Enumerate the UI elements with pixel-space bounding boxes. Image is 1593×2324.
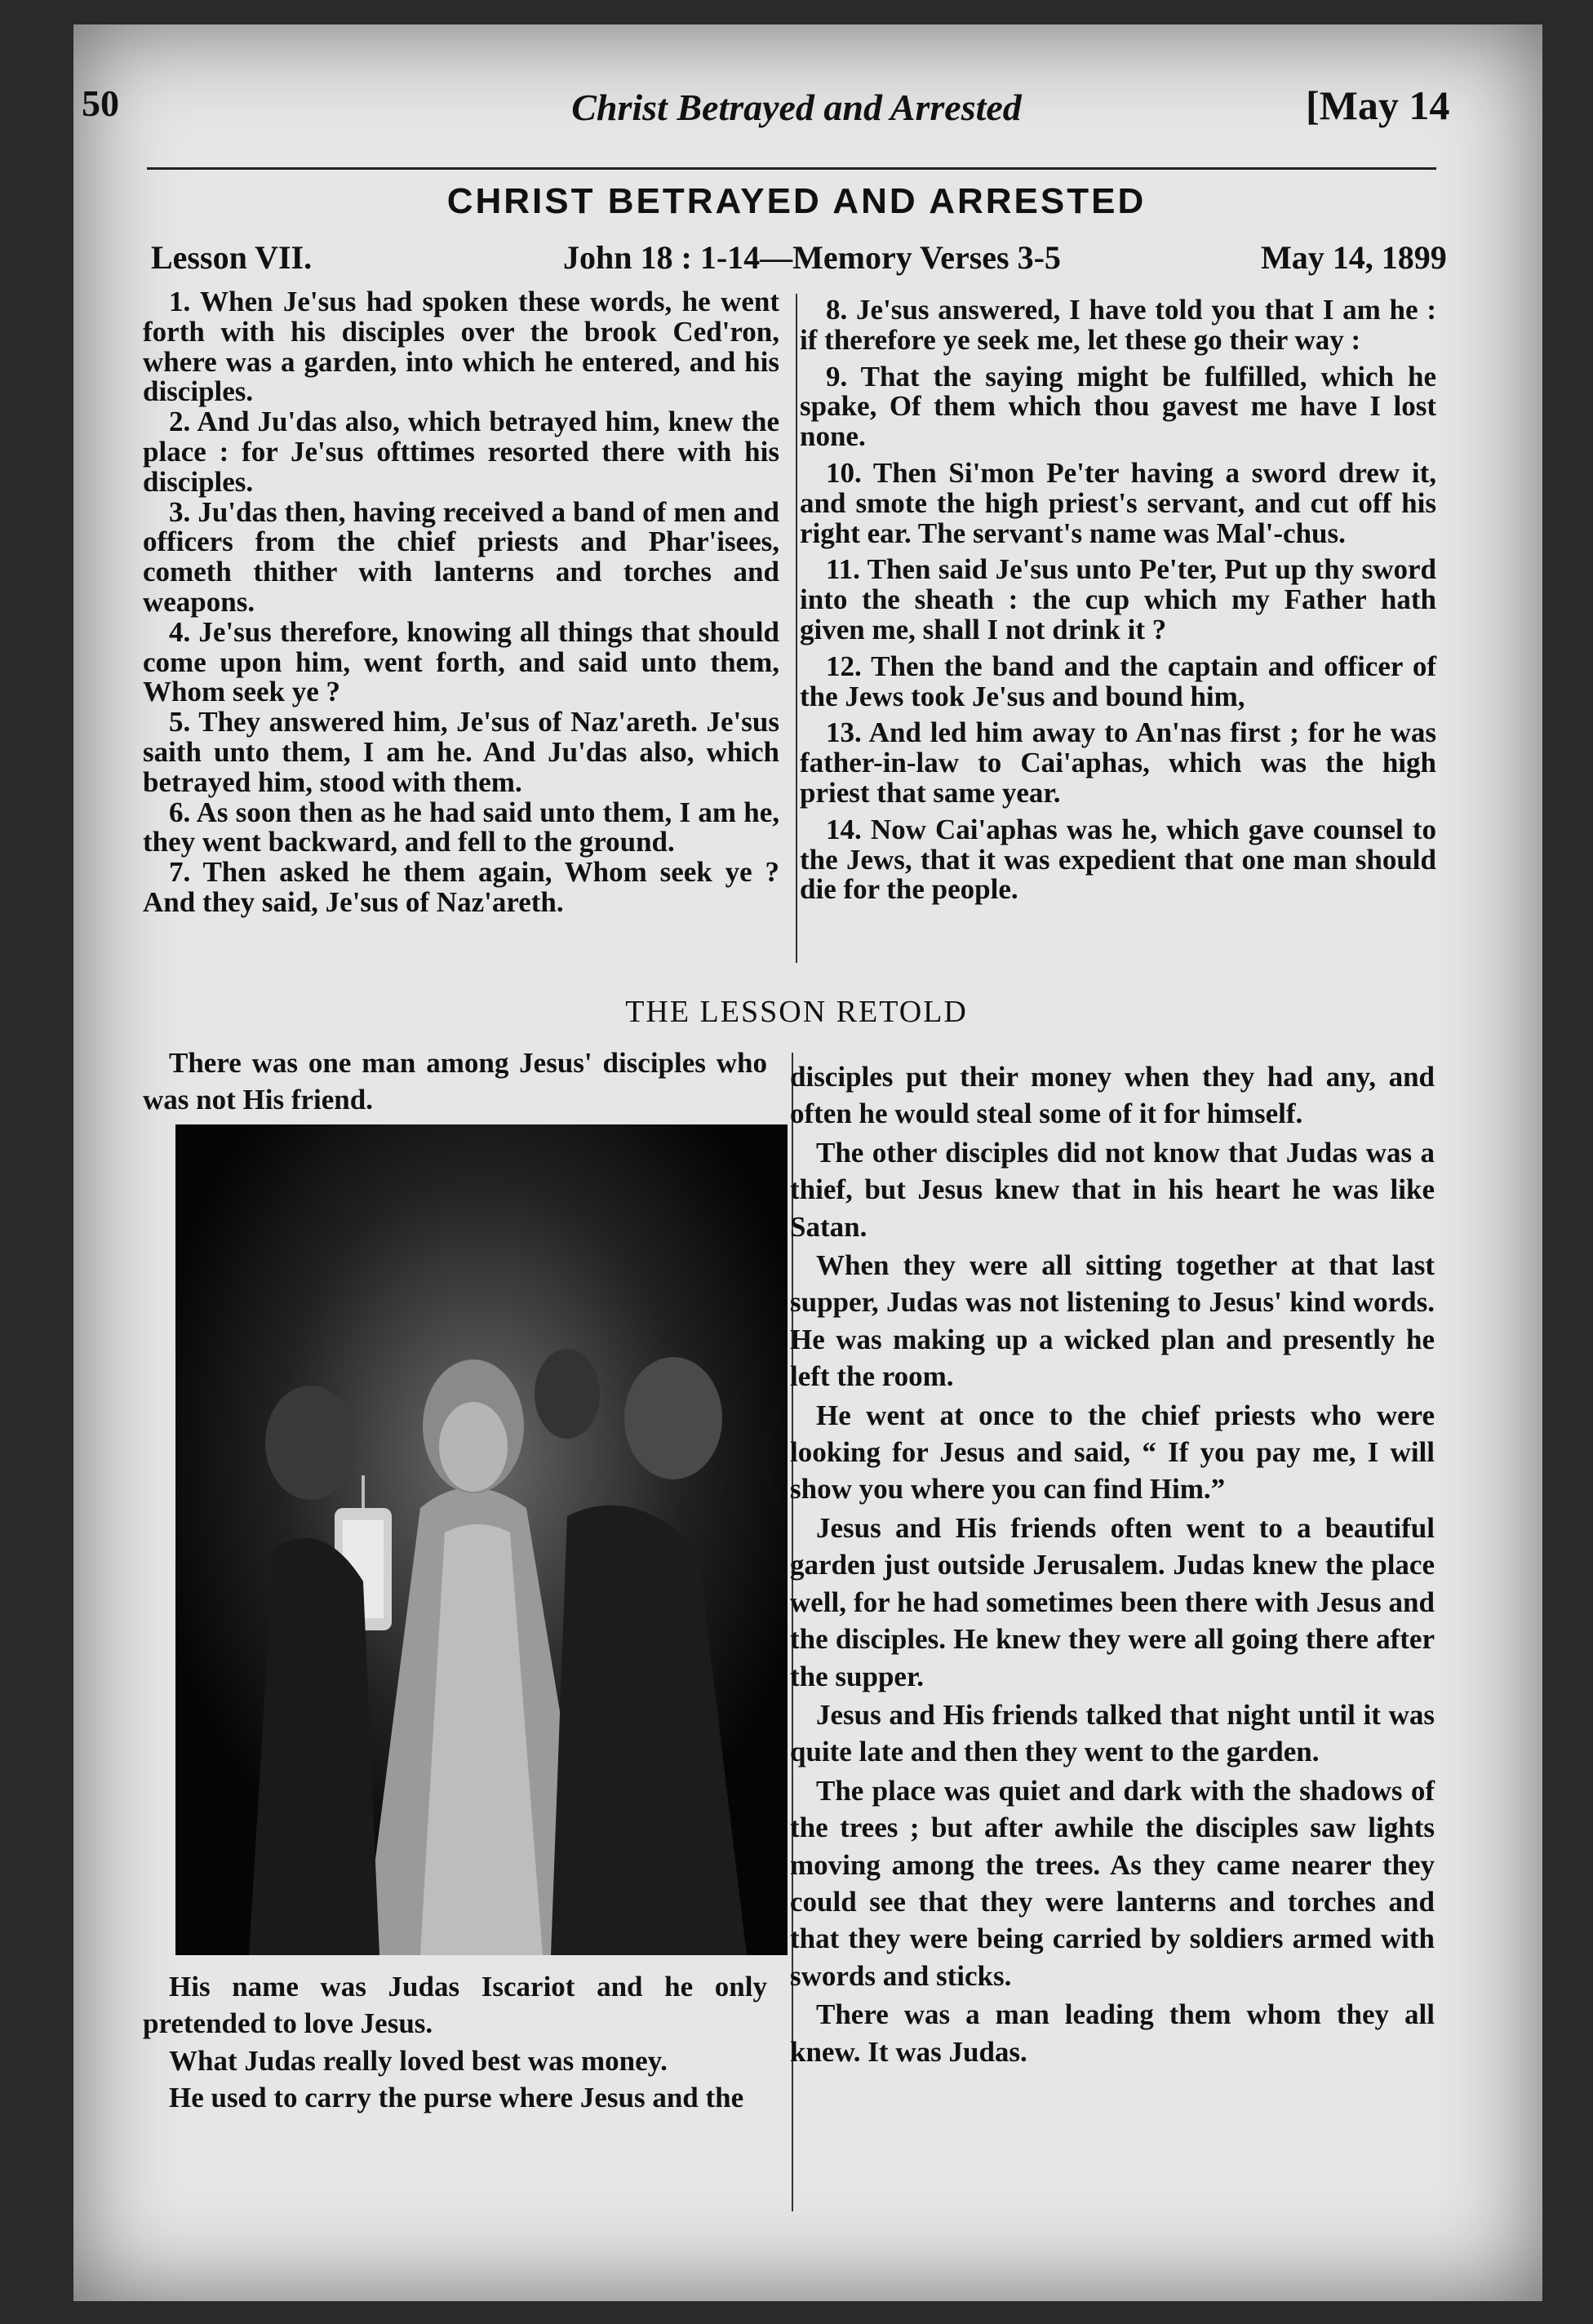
- story-paragraph: disciples put their money when they had any, and often he would steal some of it for himself.: [790, 1061, 1435, 1130]
- lesson-title: CHRIST BETRAYED AND ARRESTED: [446, 181, 1147, 221]
- story-paragraph: The other disciples did not know that Judas was a thief, but Jesus knew that in his heart he was like Satan.: [790, 1136, 1435, 1243]
- verse: 5. They answered him, Je'sus of Naz'areth. Je'sus saith unto them, I am he. And Ju'das also, which betrayed him, stood with them.: [143, 706, 779, 798]
- illustration: [175, 1124, 788, 1955]
- verse: 13. And led him away to An'nas first ; for he was father-in-law to Cai'aphas, which was the high priest that same year.: [800, 716, 1436, 809]
- story-left-bottom: [143, 1968, 767, 2117]
- running-date: [May 14: [1306, 82, 1450, 128]
- verse: 12. Then the band and the captain and officer of the Jews took Je'sus and bound him,: [800, 650, 1436, 712]
- verse: 3. Ju'das then, having received a band of men and officers from the chief priests and Phar'isees, cometh thither with lanterns and torches and weapons.: [143, 495, 779, 618]
- story-paragraph: He used to carry the purse where Jesus and the: [169, 2082, 744, 2114]
- story-paragraph: What Judas really loved best was money.: [169, 2044, 668, 2077]
- verse: 11. Then said Je'sus unto Pe'ter, Put up thy sword into the sheath : the cup which my Father hath given me, shall I not drink it ?: [800, 553, 1436, 645]
- verse: 1. When Je'sus had spoken these words, he went forth with his disciples over the brook Ced'ron, where was a garden, into which he entered, and his disciples.: [143, 286, 779, 408]
- page-number: 50: [82, 82, 119, 124]
- verse: 2. And Ju'das also, which betrayed him, knew the place : for Je'sus ofttimes resorted there with his disciples.: [143, 406, 779, 498]
- story-paragraph: He went at once to the chief priests who were looking for Jesus and said, “ If you pay me, I will show you where you can find Him.”: [790, 1399, 1435, 1506]
- running-title: Christ Betrayed and Arrested: [571, 86, 1022, 128]
- story-left-top: [143, 1044, 767, 1119]
- verses-left-column: [143, 287, 779, 918]
- story-paragraph: Jesus and His friends talked that night until it was quite late and then they went to the garden.: [790, 1698, 1435, 1768]
- verse: 14. Now Cai'aphas was he, which gave counsel to the Jews, that it was expedient that one man should die for the people.: [800, 813, 1436, 906]
- story-right-column: [790, 1058, 1435, 2072]
- verse: 8. Je'sus answered, I have told you that I am he : if therefore ye seek me, let these go their way :: [800, 294, 1436, 356]
- illustration-svg: [175, 1124, 788, 1955]
- story-paragraph: There was one man among Jesus' disciples who was not His friend.: [143, 1047, 767, 1116]
- lesson-scripture: John 18 : 1-14—Memory Verses 3-5: [563, 239, 1061, 276]
- column-divider: [796, 294, 797, 963]
- story-paragraph: His name was Judas Iscariot and he only pretended to love Jesus.: [143, 1971, 767, 2040]
- header-rule: [147, 167, 1436, 170]
- story-paragraph: Jesus and His friends often went to a beautiful garden just outside Jerusalem. Judas knew the place well, for he had sometimes been there with Jesus and the disciples. He knew they were all going there after the supper.: [790, 1511, 1435, 1692]
- story-paragraph: The place was quiet and dark with the shadows of the trees ; but after awhile the disciples saw lights moving among the trees. As they came nearer they could see that they were lanterns and torches and that they were being carried by soldiers armed with swords and sticks.: [790, 1774, 1435, 1992]
- verses-right-column: [800, 295, 1436, 911]
- section-heading: THE LESSON RETOLD: [625, 995, 968, 1029]
- story-paragraph: There was a man leading them whom they all knew. It was Judas.: [790, 1998, 1435, 2068]
- verse: 6. As soon then as he had said unto them, I am he, they went backward, and fell to the ground.: [143, 796, 779, 858]
- lesson-date: May 14, 1899: [1261, 239, 1447, 276]
- verse: 10. Then Si'mon Pe'ter having a sword drew it, and smote the high priest's servant, and cut off his right ear. The servant's name was Mal'-chus.: [800, 456, 1436, 549]
- story-paragraph: When they were all sitting together at that last supper, Judas was not listening to Jesus' kind words. He was making up a wicked plan and presently he left the room.: [790, 1249, 1435, 1393]
- lesson-number: Lesson VII.: [151, 239, 313, 276]
- verse: 7. Then asked he them again, Whom seek ye ? And they said, Je'sus of Naz'areth.: [143, 856, 779, 918]
- verse: 9. That the saying might be fulfilled, which he spake, Of them which thou gavest me have I lost none.: [800, 360, 1436, 453]
- verse: 4. Je'sus therefore, knowing all things that should come upon him, went forth, and said unto them, Whom seek ye ?: [143, 615, 779, 708]
